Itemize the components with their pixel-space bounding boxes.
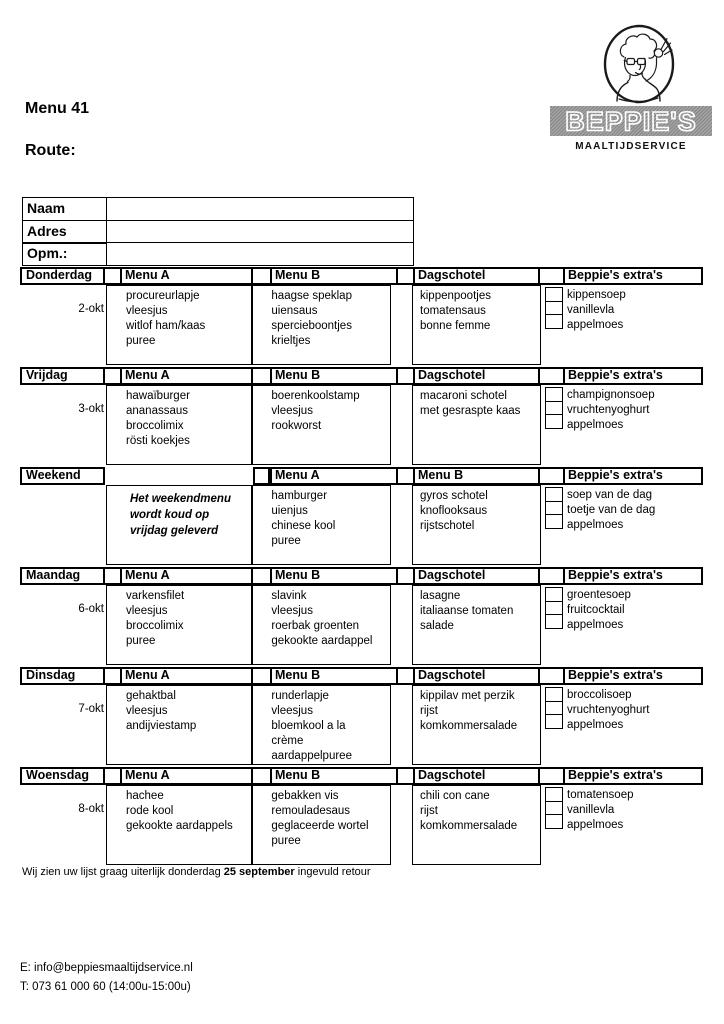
menu-item-line: komkommersalade <box>420 720 518 732</box>
col4-header: Dagschotel <box>413 267 540 285</box>
extras-checkbox[interactable] <box>545 614 563 629</box>
opm-label: Opm.: <box>22 242 107 266</box>
menu-a-list <box>106 685 253 765</box>
spacer <box>391 485 412 565</box>
extras-list <box>563 585 703 665</box>
menu-item-line: procureurlapje <box>126 290 200 302</box>
empty-header-cell <box>120 467 253 485</box>
quantity-cell[interactable] <box>540 667 563 685</box>
quantity-cell[interactable] <box>398 267 413 285</box>
menu-item-line: hawaïburger <box>126 390 190 402</box>
weekend-note <box>106 485 253 565</box>
extra-item-line: appelmoes <box>567 819 624 831</box>
menu-item-line: puree <box>271 835 301 847</box>
date-cell: 2-okt <box>78 303 104 315</box>
menu-item-line: remouladesaus <box>271 805 351 817</box>
menu-item-line: uienjus <box>271 505 308 517</box>
spacer <box>391 785 412 865</box>
extra-item-line: champignonsoep <box>567 389 655 401</box>
extras-header: Beppie's extra's <box>563 367 703 385</box>
quantity-cell[interactable] <box>398 667 413 685</box>
menu-item-line: gebakken vis <box>271 790 339 802</box>
section-body-row <box>20 785 703 865</box>
menu-item-line: vleesjus <box>126 705 168 717</box>
section-maandag <box>20 567 703 665</box>
menu-item-line: wordt koud op <box>130 509 210 521</box>
extras-checkbox-column <box>545 485 563 565</box>
extras-list <box>563 385 703 465</box>
date-cell: 8-okt <box>78 803 104 815</box>
col3-header: Menu B <box>270 667 398 685</box>
extras-checkbox[interactable] <box>545 414 563 429</box>
menu-b-list <box>251 385 391 465</box>
info-row-adres <box>22 220 414 244</box>
naam-input-cell[interactable] <box>106 197 415 221</box>
menu-item-line: vleesjus <box>126 605 168 617</box>
menu-item-line: witlof ham/kaas <box>126 320 206 332</box>
menu-a-list <box>106 285 253 365</box>
col4-header: Dagschotel <box>413 567 540 585</box>
dagschotel-list <box>412 485 541 565</box>
extras-list <box>563 285 703 365</box>
menu-item-line: tomatensaus <box>420 305 486 317</box>
menu-item-line: bloemkool a la <box>271 720 346 732</box>
date-cell <box>20 485 106 565</box>
menu-item-line: puree <box>126 635 156 647</box>
extras-list <box>563 485 703 565</box>
menu-item-line: chili con cane <box>420 790 490 802</box>
section-header-row <box>20 467 703 485</box>
day-header-vrijdag: Vrijdag <box>20 367 105 385</box>
extras-header: Beppie's extra's <box>563 667 703 685</box>
menu-item-line: vleesjus <box>271 705 313 717</box>
day-header-woensdag: Woensdag <box>20 767 105 785</box>
section-header-row <box>20 267 703 285</box>
menu-item-line: rijstschotel <box>420 520 475 532</box>
dagschotel-list <box>412 785 541 865</box>
col2-header: Menu A <box>120 267 253 285</box>
dagschotel-list <box>412 685 541 765</box>
col4-header: Dagschotel <box>413 767 540 785</box>
col3-header: Menu B <box>270 267 398 285</box>
quantity-cell[interactable] <box>398 367 413 385</box>
menu-item-line: slavink <box>271 590 307 602</box>
menu-item-line: salade <box>420 620 454 632</box>
menu-item-line: hamburger <box>271 490 328 502</box>
extra-item-line: vanillevla <box>567 804 615 816</box>
extra-item-line: vanillevla <box>567 304 615 316</box>
route-label: Route: <box>25 142 76 159</box>
menu-item-line: rösti koekjes <box>126 435 190 447</box>
menu-item-line: runderlapje <box>271 690 329 702</box>
section-body-row <box>20 385 703 465</box>
quantity-cell[interactable] <box>540 267 563 285</box>
menu-item-line: spercieboontjes <box>271 320 352 332</box>
extras-checkbox[interactable] <box>545 314 563 329</box>
adres-label: Adres <box>22 220 107 244</box>
extras-header: Beppie's extra's <box>563 567 703 585</box>
deadline-text-prefix: Wij zien uw lijst graag uiterlijk donderdag <box>22 866 224 878</box>
menu-b-list <box>251 685 391 765</box>
return-deadline-note <box>22 866 371 878</box>
extra-item-line: appelmoes <box>567 619 624 631</box>
quantity-cell[interactable] <box>540 467 563 485</box>
col2-header: Menu A <box>120 767 253 785</box>
contact-phone: T: 073 61 000 60 (14:00u-15:00u) <box>20 981 191 993</box>
quantity-cell <box>105 467 120 485</box>
menu-item-line: vleesjus <box>126 305 168 317</box>
section-dinsdag <box>20 667 703 765</box>
extras-checkbox-column <box>545 585 563 665</box>
day-header-weekend: Weekend <box>20 467 105 485</box>
quantity-cell[interactable] <box>253 667 270 685</box>
menu-item-line: haagse speklap <box>271 290 352 302</box>
quantity-cell[interactable] <box>253 467 270 485</box>
menu-item-line: vrijdag geleverd <box>130 525 219 537</box>
col3-header: Menu B <box>270 767 398 785</box>
extras-checkbox-column <box>545 385 563 465</box>
menu-item-line: kippilav met perzik <box>420 690 515 702</box>
dagschotel-list <box>412 585 541 665</box>
extra-item-line: vruchtenyoghurt <box>567 404 650 416</box>
menu-item-line: rookworst <box>271 420 322 432</box>
extra-item-line: soep van de dag <box>567 489 653 501</box>
menu-item-line: vleesjus <box>271 605 313 617</box>
col2-header: Menu A <box>120 367 253 385</box>
section-body-row <box>20 485 703 565</box>
extras-header: Beppie's extra's <box>563 467 703 485</box>
menu-item-line: boerenkoolstamp <box>271 390 360 402</box>
extra-item-line: appelmoes <box>567 719 624 731</box>
menu-item-line: gekookte aardappels <box>126 820 233 832</box>
extra-item-line: appelmoes <box>567 419 624 431</box>
extras-checkbox-column <box>545 785 563 865</box>
col3-header: Menu B <box>270 367 398 385</box>
quantity-cell[interactable] <box>540 767 563 785</box>
day-header-donderdag: Donderdag <box>20 267 105 285</box>
menu-item-line: rode kool <box>126 805 174 817</box>
menu-item-line: gyros schotel <box>420 490 488 502</box>
deadline-date: 25 september <box>223 866 295 878</box>
section-header-row <box>20 567 703 585</box>
section-weekend <box>20 467 703 565</box>
adres-input-cell[interactable] <box>106 220 415 244</box>
spacer <box>391 685 412 765</box>
spacer <box>391 285 412 365</box>
weekly-menu-table <box>20 267 703 867</box>
quantity-cell[interactable] <box>253 767 270 785</box>
col4-header: Dagschotel <box>413 367 540 385</box>
dagschotel-list <box>412 385 541 465</box>
menu-item-line: roerbak groenten <box>271 620 359 632</box>
quantity-cell[interactable] <box>253 267 270 285</box>
menu-item-line: komkommersalade <box>420 820 518 832</box>
contact-block <box>20 959 193 997</box>
menu-item-line: kippenpootjes <box>420 290 491 302</box>
menu-item-line: italiaanse tomaten <box>420 605 514 617</box>
day-header-dinsdag: Dinsdag <box>20 667 105 685</box>
extra-item-line: appelmoes <box>567 519 624 531</box>
quantity-cell[interactable] <box>398 467 413 485</box>
extra-item-line: vruchtenyoghurt <box>567 704 650 716</box>
section-woensdag <box>20 767 703 865</box>
menu-item-line: bonne femme <box>420 320 491 332</box>
extras-header: Beppie's extra's <box>563 267 703 285</box>
date-cell: 7-okt <box>78 703 104 715</box>
spacer <box>391 385 412 465</box>
menu-item-line: rijst <box>420 705 438 717</box>
quantity-cell[interactable] <box>540 567 563 585</box>
customer-info-table <box>22 197 414 266</box>
deadline-text-suffix: ingevuld retour <box>294 866 371 878</box>
menu-item-line: puree <box>126 335 156 347</box>
menu-item-line: hachee <box>126 790 164 802</box>
extras-list <box>563 785 703 865</box>
extras-checkbox[interactable] <box>545 714 563 729</box>
section-body-row <box>20 585 703 665</box>
opm-input-cell[interactable] <box>106 242 415 266</box>
menu-item-line: knoflooksaus <box>420 505 488 517</box>
spacer <box>391 585 412 665</box>
extra-item-line: groentesoep <box>567 589 631 601</box>
section-body-row <box>20 285 703 365</box>
menu-item-line: gehaktbal <box>126 690 176 702</box>
extra-item-line: kippensoep <box>567 289 626 301</box>
menu-b-list <box>251 285 391 365</box>
extra-item-line: appelmoes <box>567 319 624 331</box>
col4-header: Menu B <box>413 467 540 485</box>
extra-item-line: tomatensoep <box>567 789 634 801</box>
quantity-cell[interactable] <box>105 567 120 585</box>
quantity-cell[interactable] <box>398 567 413 585</box>
menu-a-list <box>106 385 253 465</box>
logo-brand-text: BEPPIE'S <box>565 106 697 137</box>
quantity-cell[interactable] <box>253 567 270 585</box>
menu-item-line: varkensfilet <box>126 590 185 602</box>
col3-header: Menu A <box>270 467 398 485</box>
section-header-row <box>20 767 703 785</box>
date-cell: 6-okt <box>78 603 104 615</box>
quantity-cell[interactable] <box>105 667 120 685</box>
menu-b-list <box>251 785 391 865</box>
menu-item-line: met gesraspte kaas <box>420 405 521 417</box>
menu-item-line: broccolimix <box>126 620 184 632</box>
section-body-row <box>20 685 703 765</box>
menu-item-line: andijviestamp <box>126 720 197 732</box>
menu-item-line: uiensaus <box>271 305 318 317</box>
col2-header: Menu A <box>120 567 253 585</box>
menu-b-list <box>251 585 391 665</box>
menu-a-list <box>106 585 253 665</box>
menu-item-line: crème <box>271 735 304 747</box>
menu-item-line: geglaceerde wortel <box>271 820 369 832</box>
extras-header: Beppie's extra's <box>563 767 703 785</box>
extras-checkbox-column <box>545 285 563 365</box>
page-title: Menu 41 <box>25 100 90 117</box>
logo-subtitle-text: MAALTIJDSERVICE <box>575 141 687 152</box>
menu-item-line: broccolimix <box>126 420 184 432</box>
menu-item-line: Het weekendmenu <box>130 493 231 505</box>
menu-item-line: gekookte aardappel <box>271 635 373 647</box>
contact-email: E: info@beppiesmaaltijdservice.nl <box>20 962 193 974</box>
extras-checkbox[interactable] <box>545 514 563 529</box>
menu-item-line: krieltjes <box>271 335 311 347</box>
menu-item-line: aardappelpuree <box>271 750 352 762</box>
quantity-cell[interactable] <box>253 367 270 385</box>
menu-b-list <box>251 485 391 565</box>
info-row-opm <box>22 242 414 266</box>
quantity-cell[interactable] <box>398 767 413 785</box>
info-row-naam <box>22 197 414 221</box>
menu-item-line: ananassaus <box>126 405 189 417</box>
extra-item-line: broccolisoep <box>567 689 632 701</box>
menu-item-line: chinese kool <box>271 520 336 532</box>
extra-item-line: toetje van de dag <box>567 504 656 516</box>
menu-a-list <box>106 785 253 865</box>
section-header-row <box>20 367 703 385</box>
day-header-maandag: Maandag <box>20 567 105 585</box>
quantity-cell[interactable] <box>105 767 120 785</box>
extras-checkbox[interactable] <box>545 814 563 829</box>
date-cell: 3-okt <box>78 403 104 415</box>
quantity-cell[interactable] <box>105 267 120 285</box>
extras-checkbox-column <box>545 685 563 765</box>
menu-item-line: puree <box>271 535 301 547</box>
naam-label: Naam <box>22 197 107 221</box>
menu-item-line: macaroni schotel <box>420 390 507 402</box>
menu-item-line: lasagne <box>420 590 461 602</box>
extra-item-line: fruitcocktail <box>567 604 625 616</box>
col3-header: Menu B <box>270 567 398 585</box>
extras-list <box>563 685 703 765</box>
section-header-row <box>20 667 703 685</box>
col2-header: Menu A <box>120 667 253 685</box>
menu-item-line: vleesjus <box>271 405 313 417</box>
menu-item-line: rijst <box>420 805 438 817</box>
col4-header: Dagschotel <box>413 667 540 685</box>
section-vrijdag <box>20 367 703 465</box>
dagschotel-list <box>412 285 541 365</box>
section-donderdag <box>20 267 703 365</box>
quantity-cell[interactable] <box>105 367 120 385</box>
quantity-cell[interactable] <box>540 367 563 385</box>
beppies-logo <box>542 6 714 156</box>
